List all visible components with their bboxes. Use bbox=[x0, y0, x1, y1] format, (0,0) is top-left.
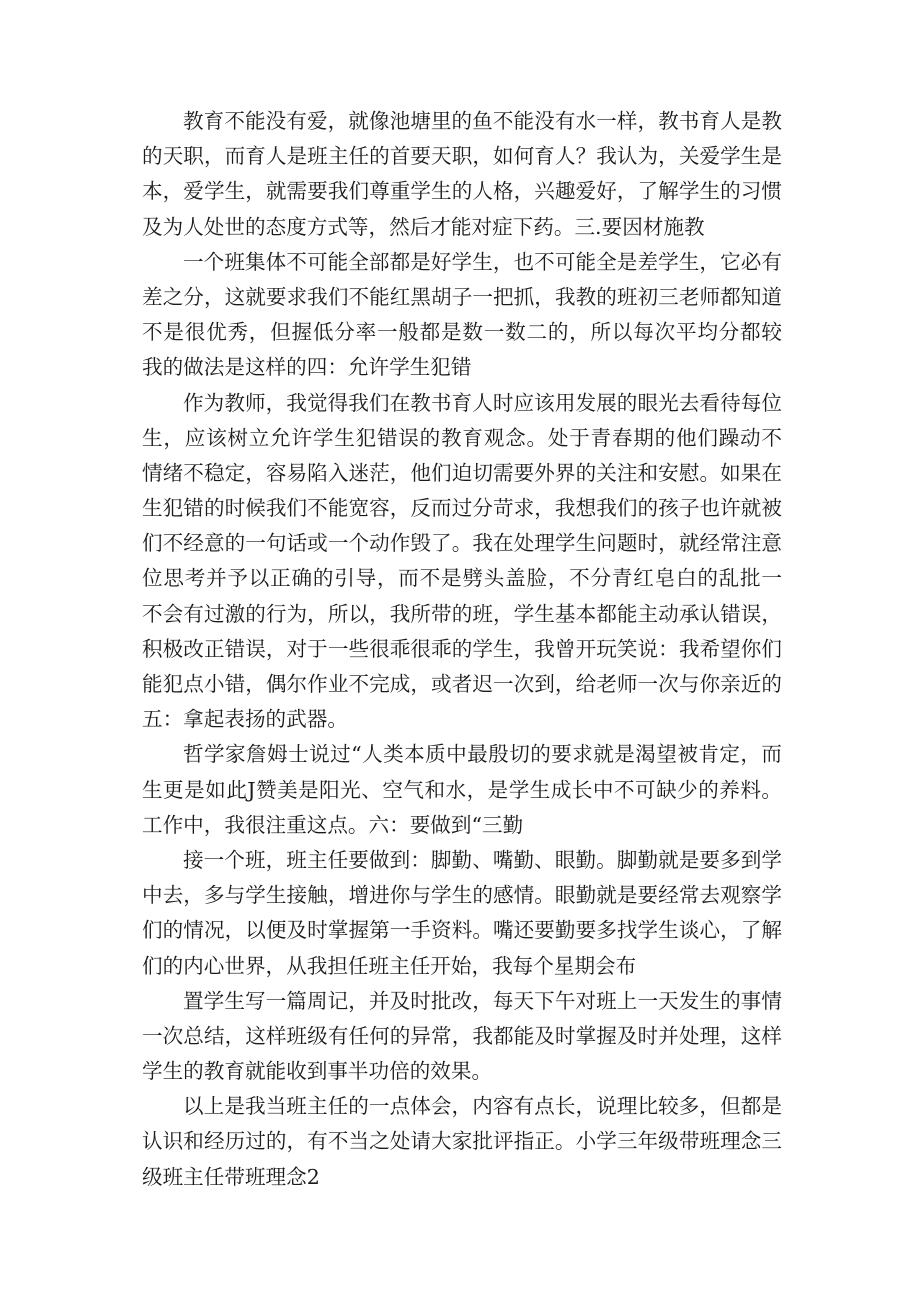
document-page bbox=[142, 104, 782, 1195]
body-text-line: 不会有过激的行为，所以，我所带的班，学生基本都能主动承认错误， bbox=[142, 601, 782, 626]
body-text-line: 作为教师，我觉得我们在教书育人时应该用发展的眼光去看待每位 bbox=[183, 390, 782, 415]
body-text-line: 五：拿起表扬的武器。 bbox=[142, 707, 348, 732]
body-text-line: 本，爱学生，就需要我们尊重学生的人格，兴趣爱好，了解学生的习惯 bbox=[142, 179, 782, 204]
body-text-line: 情绪不稳定，容易陷入迷茫，他们迫切需要外界的关注和安慰。如果在 bbox=[142, 460, 782, 485]
body-text-line: 一个班集体不可能全部都是好学生，也不可能全是差学生，它必有 bbox=[183, 249, 782, 274]
body-text-line: 我的做法是这样的四：允许学生犯错 bbox=[142, 355, 472, 380]
body-text-line: 们的情况，以便及时掌握第一手资料。嘴还要勤要多找学生谈心，了解 bbox=[142, 918, 782, 943]
body-text-line: 能犯点小错，偶尔作业不完成，或者迟一次到，给老师一次与你亲近的 bbox=[142, 672, 782, 696]
body-text-line: 置学生写一篇周记，并及时批改，每天下午对班上一天发生的事情 bbox=[183, 988, 782, 1013]
body-text-line: 们不经意的一句话或一个动作毁了。我在处理学生问题时，就经常注意 bbox=[142, 531, 782, 556]
body-text-line: 位思考并予以正确的引导，而不是劈头盖脸，不分青红皂白的乱批一 bbox=[142, 566, 782, 591]
body-text-line: 以上是我当班主任的一点体会，内容有点长，说理比较多，但都是 bbox=[183, 1094, 782, 1119]
body-text-line: 认识和经历过的，有不当之处请大家批评指正。小学三年级带班理念三 bbox=[142, 1129, 782, 1154]
body-text-line: 不是很优秀，但握低分率一般都是数一数二的，所以每次平均分都较 bbox=[142, 320, 782, 345]
body-text-line: 生，应该树立允许学生犯错误的教育观念。处于青春期的他们躁动不 bbox=[142, 425, 782, 450]
body-text-line: 级班主任带班理念2 bbox=[142, 1164, 320, 1189]
body-text-line: 生犯错的时候我们不能宽容，反而过分苛求，我想我们的孩子也许就被 bbox=[142, 496, 782, 521]
body-text-line: 中去，多与学生接触，增进你与学生的感情。眼勤就是要经常去观察学 bbox=[142, 883, 782, 908]
body-text-line: 积极改正错误，对于一些很乖很乖的学生，我曾开玩笑说：我希望你们 bbox=[142, 636, 782, 661]
body-text-line: 哲学家詹姆士说过“人类本质中最殷切的要求就是渴望被肯定，而 bbox=[183, 742, 782, 767]
body-text-line: 工作中，我很注重这点。六：要做到“三勤 bbox=[142, 812, 524, 837]
body-text-line: 教育不能没有爱，就像池塘里的鱼不能没有水一样，教书育人是教 bbox=[183, 109, 782, 133]
body-text-line: 们的内心世界，从我担任班主任开始，我每个星期会布 bbox=[142, 953, 637, 978]
body-text-line: 学生的教育就能收到事半功倍的效果。 bbox=[142, 1059, 493, 1084]
body-text-line: 及为人处世的态度方式等，然后才能对症下药。三.要因材施教 bbox=[142, 214, 705, 239]
body-text-line: 差之分，这就要求我们不能红黑胡子一把抓，我教的班初三老师都知道 bbox=[142, 284, 782, 309]
body-text-line: 的天职，而育人是班主任的首要天职，如何育人？我认为，关爱学生是 bbox=[142, 144, 782, 169]
body-text-line: 接一个班，班主任要做到：脚勤、嘴勤、眼勤。脚勤就是要多到学 bbox=[183, 847, 782, 872]
body-text-line: 生更是如此J赞美是阳光、空气和水，是学生成长中不可缺少的养料。 bbox=[142, 777, 782, 802]
body-text-line: 一次总结，这样班级有任何的异常，我都能及时掌握及时并处理，这样 bbox=[142, 1023, 782, 1048]
